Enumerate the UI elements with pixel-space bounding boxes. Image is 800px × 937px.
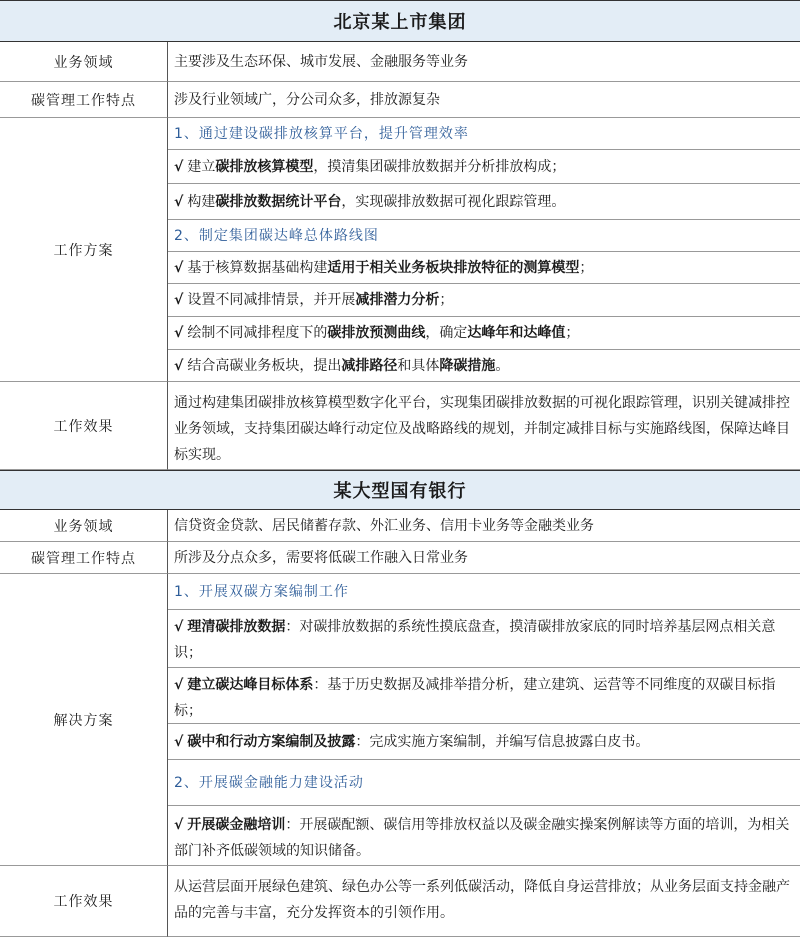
list-item: √ 设置不同减排情景，并开展 减排潜力分析 ； [168, 284, 800, 317]
list-item: √ 绘制不同减排程度下的 碳排放预测曲线 ，确定 达峰年和达峰值 ； [168, 317, 800, 350]
section1-effect-label: 工作效果 [0, 382, 168, 470]
section2-business-label: 业务领域 [0, 510, 168, 542]
list-item: √ 建立碳达峰目标体系：基于历史数据及减排举措分析，建立建筑、运营等不同维度的双碳目标指标； [168, 668, 800, 724]
section2-title: 某大型国有银行 [0, 470, 800, 510]
list-item: √ 结合高碳业务板块，提出 减排路径 和具体 降碳措施 。 [168, 350, 800, 382]
list-item: √ 理清碳排放数据：对碳排放数据的系统性摸底盘查，摸清碳排放家底的同时培养基层网点相关意识； [168, 610, 800, 668]
section2-business-value: 信贷资金贷款、居民储蓄存款、外汇业务、信用卡业务等金融类业务 [168, 510, 800, 542]
section1-carbon-label: 碳管理工作特点 [0, 82, 168, 118]
list-item: √ 碳中和行动方案编制及披露 ：完成实施方案编制，并编写信息披露白皮书。 [168, 724, 800, 760]
section1-heading2: 2、制定集团碳达峰总体路线图 [168, 220, 800, 252]
section2-heading2: 2、开展碳金融能力建设活动 [168, 760, 800, 806]
section1-title: 北京某上市集团 [0, 0, 800, 42]
list-item: √ 构建 碳排放数据统计平台 ，实现碳排放数据可视化跟踪管理。 [168, 184, 800, 220]
section2-carbon-value: 所涉及分点众多，需要将低碳工作融入日常业务 [168, 542, 800, 574]
section1-business-value: 主要涉及生态环保、城市发展、金融服务等业务 [168, 42, 800, 82]
section1-carbon-value: 涉及行业领域广，分公司众多，排放源复杂 [168, 82, 800, 118]
list-item: √ 基于核算数据基础构建 适用于相关业务板块排放特征的测算模型 ； [168, 252, 800, 284]
section1-business-label: 业务领域 [0, 42, 168, 82]
section1-effect-value: 通过构建集团碳排放核算模型数字化平台，实现集团碳排放数据的可视化跟踪管理，识别关键减排控业务领域，支持集团碳达峰行动定位及战略路线的规划，并制定减排目标与实施路线图，保障达峰目标实现。 [168, 382, 800, 470]
section2-carbon-label: 碳管理工作特点 [0, 542, 168, 574]
section1-plan-label: 工作方案 [0, 118, 168, 382]
section2-plan-label: 解决方案 [0, 574, 168, 866]
section1-heading1: 1、通过建设碳排放核算平台，提升管理效率 [168, 118, 800, 150]
section2-effect-label: 工作效果 [0, 866, 168, 937]
section2-effect-value: 从运营层面开展绿色建筑、绿色办公等一系列低碳活动，降低自身运营排放；从业务层面支持金融产品的完善与丰富，充分发挥资本的引领作用。 [168, 866, 800, 937]
list-item: √ 开展碳金融培训：开展碳配额、碳信用等排放权益以及碳金融实操案例解读等方面的培训，为相关部门补齐低碳领域的知识储备。 [168, 806, 800, 866]
section2-heading1: 1、开展双碳方案编制工作 [168, 574, 800, 610]
list-item: √ 建立 碳排放核算模型 ，摸清集团碳排放数据并分析排放构成； [168, 150, 800, 184]
